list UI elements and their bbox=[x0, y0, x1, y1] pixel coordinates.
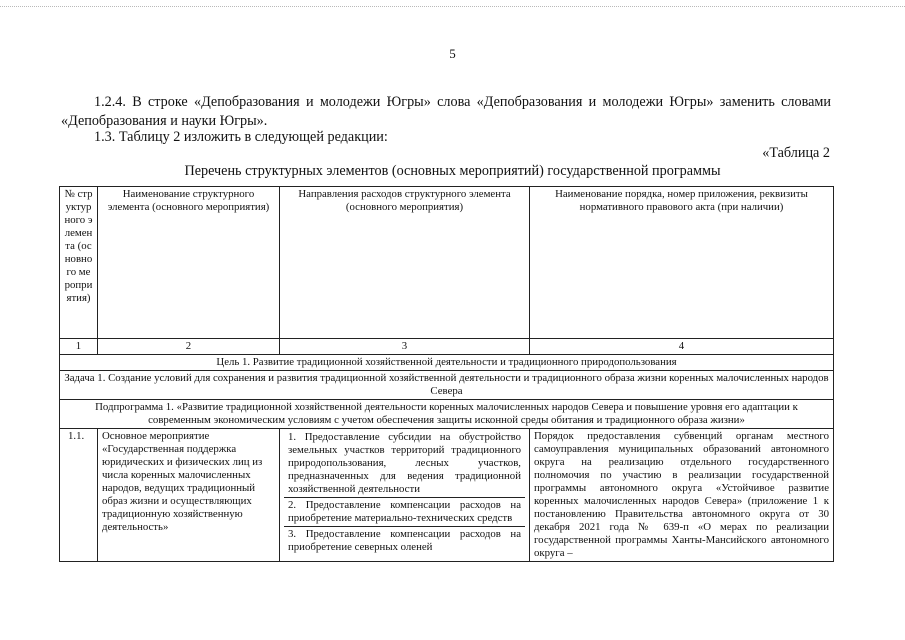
col-num-3: 3 bbox=[280, 339, 530, 355]
column-numbers-row bbox=[60, 339, 834, 355]
goal-row bbox=[60, 355, 834, 371]
row-number: 1.1. bbox=[60, 429, 98, 562]
table-title: Перечень структурных элементов (основных мероприятий) государственной программы bbox=[184, 163, 721, 179]
table-header-row bbox=[60, 187, 834, 339]
header-name: Наименование структурного элемента (основного мероприятия) bbox=[98, 187, 280, 339]
subprogram-row bbox=[60, 400, 834, 429]
subprogram-text: Подпрограмма 1. «Развитие традиционной хозяйственной деятельности коренных малочисленных народов Севера и повышение уровня его адаптации к современным экономическим условиям с учетом обеспечения защиты исконной среды обитания и традиционного образа жизни» bbox=[60, 400, 834, 429]
header-order: Наименование порядка, номер приложения, реквизиты нормативного правового акта (при наличии) bbox=[530, 187, 834, 339]
scan-top-edge bbox=[0, 6, 905, 7]
page-number: 5 bbox=[449, 46, 456, 61]
direction-3: 3. Предоставление компенсации расходов на приобретение северных оленей bbox=[288, 528, 521, 553]
header-number: № структурного элемента (основного мероприятия) bbox=[60, 187, 98, 339]
row-directions bbox=[280, 429, 530, 562]
col-num-4: 4 bbox=[530, 339, 834, 355]
row-name: Основное мероприятие «Государственная поддержка юридических и физических лиц из числа коренных малочисленных народов, ведущих традиционный образ жизни и осуществляющих традиционную хозяйственную деятельность» bbox=[98, 429, 280, 562]
direction-1: 1. Предоставление субсидии на обустройство земельных участков территорий традиционного природопользования, лесных участков, предназначенных для ведения традиционной хозяйственной деятельности bbox=[284, 430, 525, 498]
task-text: Задача 1. Создание условий для сохранения и развития традиционной хозяйственной деятельности и традиционного образа жизни коренных малочисленных народов Севера bbox=[60, 371, 834, 400]
direction-2: 2. Предоставление компенсации расходов на приобретение материально-технических средств bbox=[284, 498, 525, 527]
row-order: Порядок предоставления субвенций органам местного самоуправления муниципальных образований автономного округа на реализацию отдельного государственного полномочия по участию в реализации государственной программы автономного округа «Устойчивое развитие коренных малочисленных народов Севера» (приложение 1 к постановлению Правительства автономного округа от 30 декабря 2021 года № 639-п «О мерах по реализации государственной программы Ханты-Мансийского автономного округа – bbox=[530, 429, 834, 562]
col-num-1: 1 bbox=[60, 339, 98, 355]
goal-text: Цель 1. Развитие традиционной хозяйственной деятельности и традиционного природопользования bbox=[60, 355, 834, 371]
paragraph-1-3: 1.3. Таблицу 2 изложить в следующей редакции: bbox=[94, 129, 388, 145]
header-directions: Направления расходов структурного элемента (основного мероприятия) bbox=[280, 187, 530, 339]
table-reference: «Таблица 2 bbox=[762, 145, 830, 161]
col-num-2: 2 bbox=[98, 339, 280, 355]
table-row bbox=[60, 429, 834, 562]
paragraph-1-2-4: 1.2.4. В строке «Депобразования и молодежи Югры» слова «Депобразования и молодежи Югры» заменить словами «Депобразования и науки Югры». bbox=[61, 94, 831, 129]
task-row bbox=[60, 371, 834, 400]
structural-elements-table bbox=[59, 186, 834, 562]
